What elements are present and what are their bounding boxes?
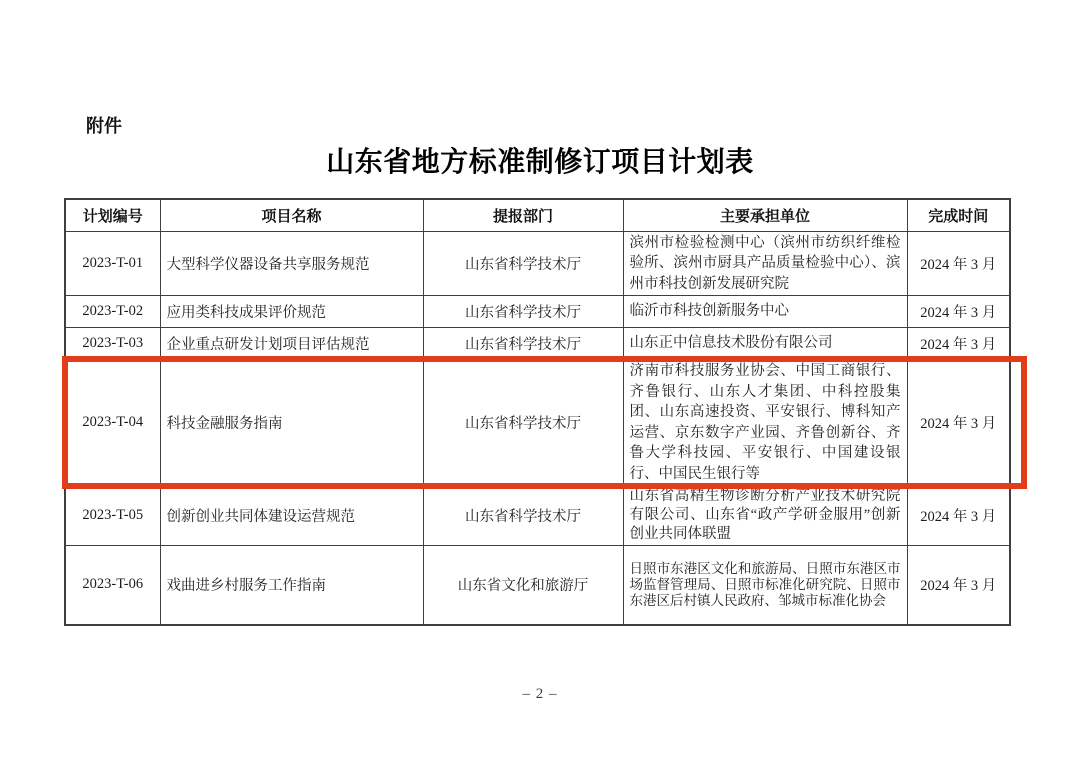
table-row [65,360,1010,486]
page-number: – 2 – [522,686,558,702]
cell-project-name: 戏曲进乡村服务工作指南 [160,546,423,625]
cell-plan-id: 2023-T-03 [65,328,160,360]
page-title: 山东省地方标准制修订项目计划表 [326,146,754,177]
table-row [65,486,1010,546]
cell-completion: 2024 年 3 月 [907,231,1010,296]
table-row [65,328,1010,360]
cell-units: 山东省高精生物诊断分析产业技术研究院有限公司、山东省“政产学研金服用”创新创业共同体联盟 [623,486,907,546]
cell-plan-id: 2023-T-06 [65,546,160,625]
cell-completion: 2024 年 3 月 [907,328,1010,360]
cell-units: 济南市科技服务业协会、中国工商银行、齐鲁银行、山东人才集团、中科控股集团、山东高速投资、平安银行、博科知产运营、京东数字产业园、齐鲁创新谷、齐鲁大学科技园、平安银行、中国建设银行、中国民生银行等 [623,360,907,486]
attachment-label: 附件 [86,116,122,136]
cell-department: 山东省科学技术厅 [423,296,623,328]
cell-department: 山东省文化和旅游厅 [423,546,623,625]
cell-completion: 2024 年 3 月 [907,546,1010,625]
cell-department: 山东省科学技术厅 [423,231,623,296]
table-row [65,231,1010,296]
plan-table [64,198,1011,626]
header-department: 提报部门 [423,199,623,231]
table-header-row [65,199,1010,231]
cell-project-name: 企业重点研发计划项目评估规范 [160,328,423,360]
cell-plan-id: 2023-T-05 [65,486,160,546]
cell-project-name: 大型科学仪器设备共享服务规范 [160,231,423,296]
cell-department: 山东省科学技术厅 [423,486,623,546]
cell-units: 日照市东港区文化和旅游局、日照市东港区市场监督管理局、日照市标准化研究院、日照市东港区后村镇人民政府、邹城市标准化协会 [623,546,907,625]
cell-project-name: 应用类科技成果评价规范 [160,296,423,328]
cell-project-name: 创新创业共同体建设运营规范 [160,486,423,546]
cell-units: 滨州市检验检测中心（滨州市纺织纤维检验所、滨州市厨具产品质量检验中心）、滨州市科技创新发展研究院 [623,231,907,296]
header-units: 主要承担单位 [623,199,907,231]
table-body [65,231,1010,625]
header-completion: 完成时间 [907,199,1010,231]
cell-plan-id: 2023-T-02 [65,296,160,328]
cell-department: 山东省科学技术厅 [423,328,623,360]
header-plan-id: 计划编号 [65,199,160,231]
header-project-name: 项目名称 [160,199,423,231]
cell-project-name: 科技金融服务指南 [160,360,423,486]
cell-plan-id: 2023-T-01 [65,231,160,296]
cell-plan-id: 2023-T-04 [65,360,160,486]
cell-completion: 2024 年 3 月 [907,296,1010,328]
table-row [65,546,1010,625]
cell-units: 临沂市科技创新服务中心 [623,296,907,328]
cell-department: 山东省科学技术厅 [423,360,623,486]
cell-completion: 2024 年 3 月 [907,360,1010,486]
cell-units: 山东正中信息技术股份有限公司 [623,328,907,360]
cell-completion: 2024 年 3 月 [907,486,1010,546]
table-row [65,296,1010,328]
